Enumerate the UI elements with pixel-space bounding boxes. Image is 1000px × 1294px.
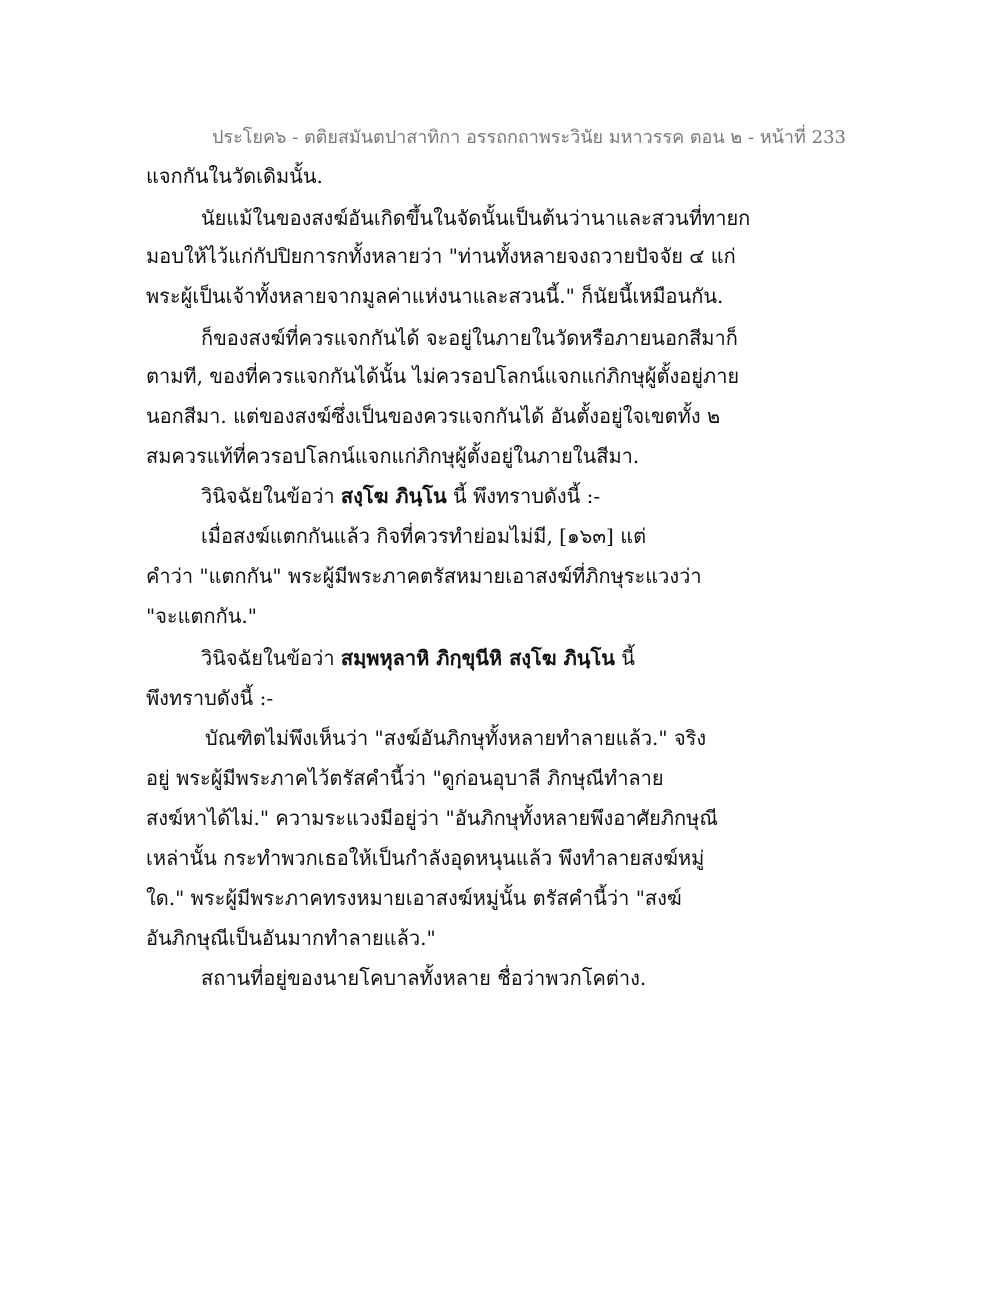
text-line-5: ก็ของสงฆ์ที่ควรแจกกันได้ จะอยู่ในภายในวัดหรือภายนอกสีมาก็	[201, 326, 738, 350]
text-line-6: ตามที, ของที่ควรแจกกันได้นั้น ไม่ควรอปโลกน์แจกแก่ภิกษุผู้ตั้งอยู่ภาย	[146, 364, 740, 388]
text-line-14: พึงทราบดังนี้ :-	[146, 686, 274, 710]
text-line-21: สถานที่อยู่ของนายโคบาลทั้งหลาย ชื่อว่าพวกโคต่าง.	[201, 966, 647, 990]
pali-term: สมฺพหุลาหิ ภิกฺขุนีหิ สงฺโฆ ภินฺโน	[340, 646, 615, 670]
text-line-11: คำว่า "แตกกัน" พระผู้มีพระภาคตรัสหมายเอาสงฆ์ที่ภิกษุระแวงว่า	[146, 564, 702, 588]
line-9-prefix: วินิจฉัยในข้อว่า	[201, 484, 341, 508]
text-line-15: บัณฑิตไม่พึงเห็นว่า "สงฆ์อันภิกษุทั้งหลายทำลายแล้ว." จริง	[205, 726, 707, 750]
line-13-suffix: นี้	[614, 646, 635, 670]
text-line-19: ใด." พระผู้มีพระภาคทรงหมายเอาสงฆ์หมู่นั้น ตรัสคำนี้ว่า "สงฆ์	[146, 886, 682, 910]
text-line-2: นัยแม้ในของสงฆ์อันเกิดขึ้นในจัดนั้นเป็นต้นว่านาและสวนที่ทายก	[201, 206, 751, 230]
text-line-7: นอกสีมา. แต่ของสงฆ์ซึ่งเป็นของควรแจกกันได้ อันตั้งอยู่ใจเขตทั้ง ๒	[146, 404, 721, 428]
text-line-3: มอบให้ไว้แก่กัปปิยการกทั้งหลายว่า "ท่านทั้งหลายจงถวายปัจจัย ๔ แก่	[146, 244, 736, 268]
page-header: ประโยค๖ - ตติยสมันตปาสาทิกา อรรถกถาพระวินัย มหาวรรค ตอน ๒ - หน้าที่ 233	[212, 127, 846, 148]
line-9-suffix: นี้ พึงทราบดังนี้ :-	[446, 484, 601, 508]
text-line-13	[201, 642, 635, 674]
text-line-9	[201, 480, 600, 512]
pali-term: สงฺโฆ ภินฺโน	[340, 484, 447, 508]
text-line-12: "จะแตกกัน."	[146, 604, 257, 628]
text-line-18: เหล่านั้น กระทำพวกเธอให้เป็นกำลังอุดหนุนแล้ว พึงทำลายสงฆ์หมู่	[146, 846, 705, 870]
text-line-17: สงฆ์หาได้ไม่." ความระแวงมีอยู่ว่า "อันภิกษุทั้งหลายพึงอาศัยภิกษุณี	[146, 806, 718, 830]
text-line-1: แจกกันในวัดเดิมนั้น.	[146, 164, 323, 188]
text-line-20: อันภิกษุณีเป็นอันมากทำลายแล้ว."	[146, 926, 436, 950]
text-line-4: พระผู้เป็นเจ้าทั้งหลายจากมูลค่าแห่งนาและสวนนี้." ก็นัยนี้เหมือนกัน.	[146, 284, 724, 308]
line-13-prefix: วินิจฉัยในข้อว่า	[201, 646, 341, 670]
text-line-10: เมื่อสงฆ์แตกกันแล้ว กิจที่ควรทำย่อมไม่มี, [๑๖๓] แต่	[201, 524, 647, 548]
text-line-16: อยู่ พระผู้มีพระภาคไว้ตรัสคำนี้ว่า "ดูก่อนอุบาลี ภิกษุณีทำลาย	[146, 766, 664, 790]
text-line-8: สมควรแท้ที่ควรอปโลกน์แจกแก่ภิกษุผู้ตั้งอยู่ในภายในสีมา.	[146, 444, 640, 468]
